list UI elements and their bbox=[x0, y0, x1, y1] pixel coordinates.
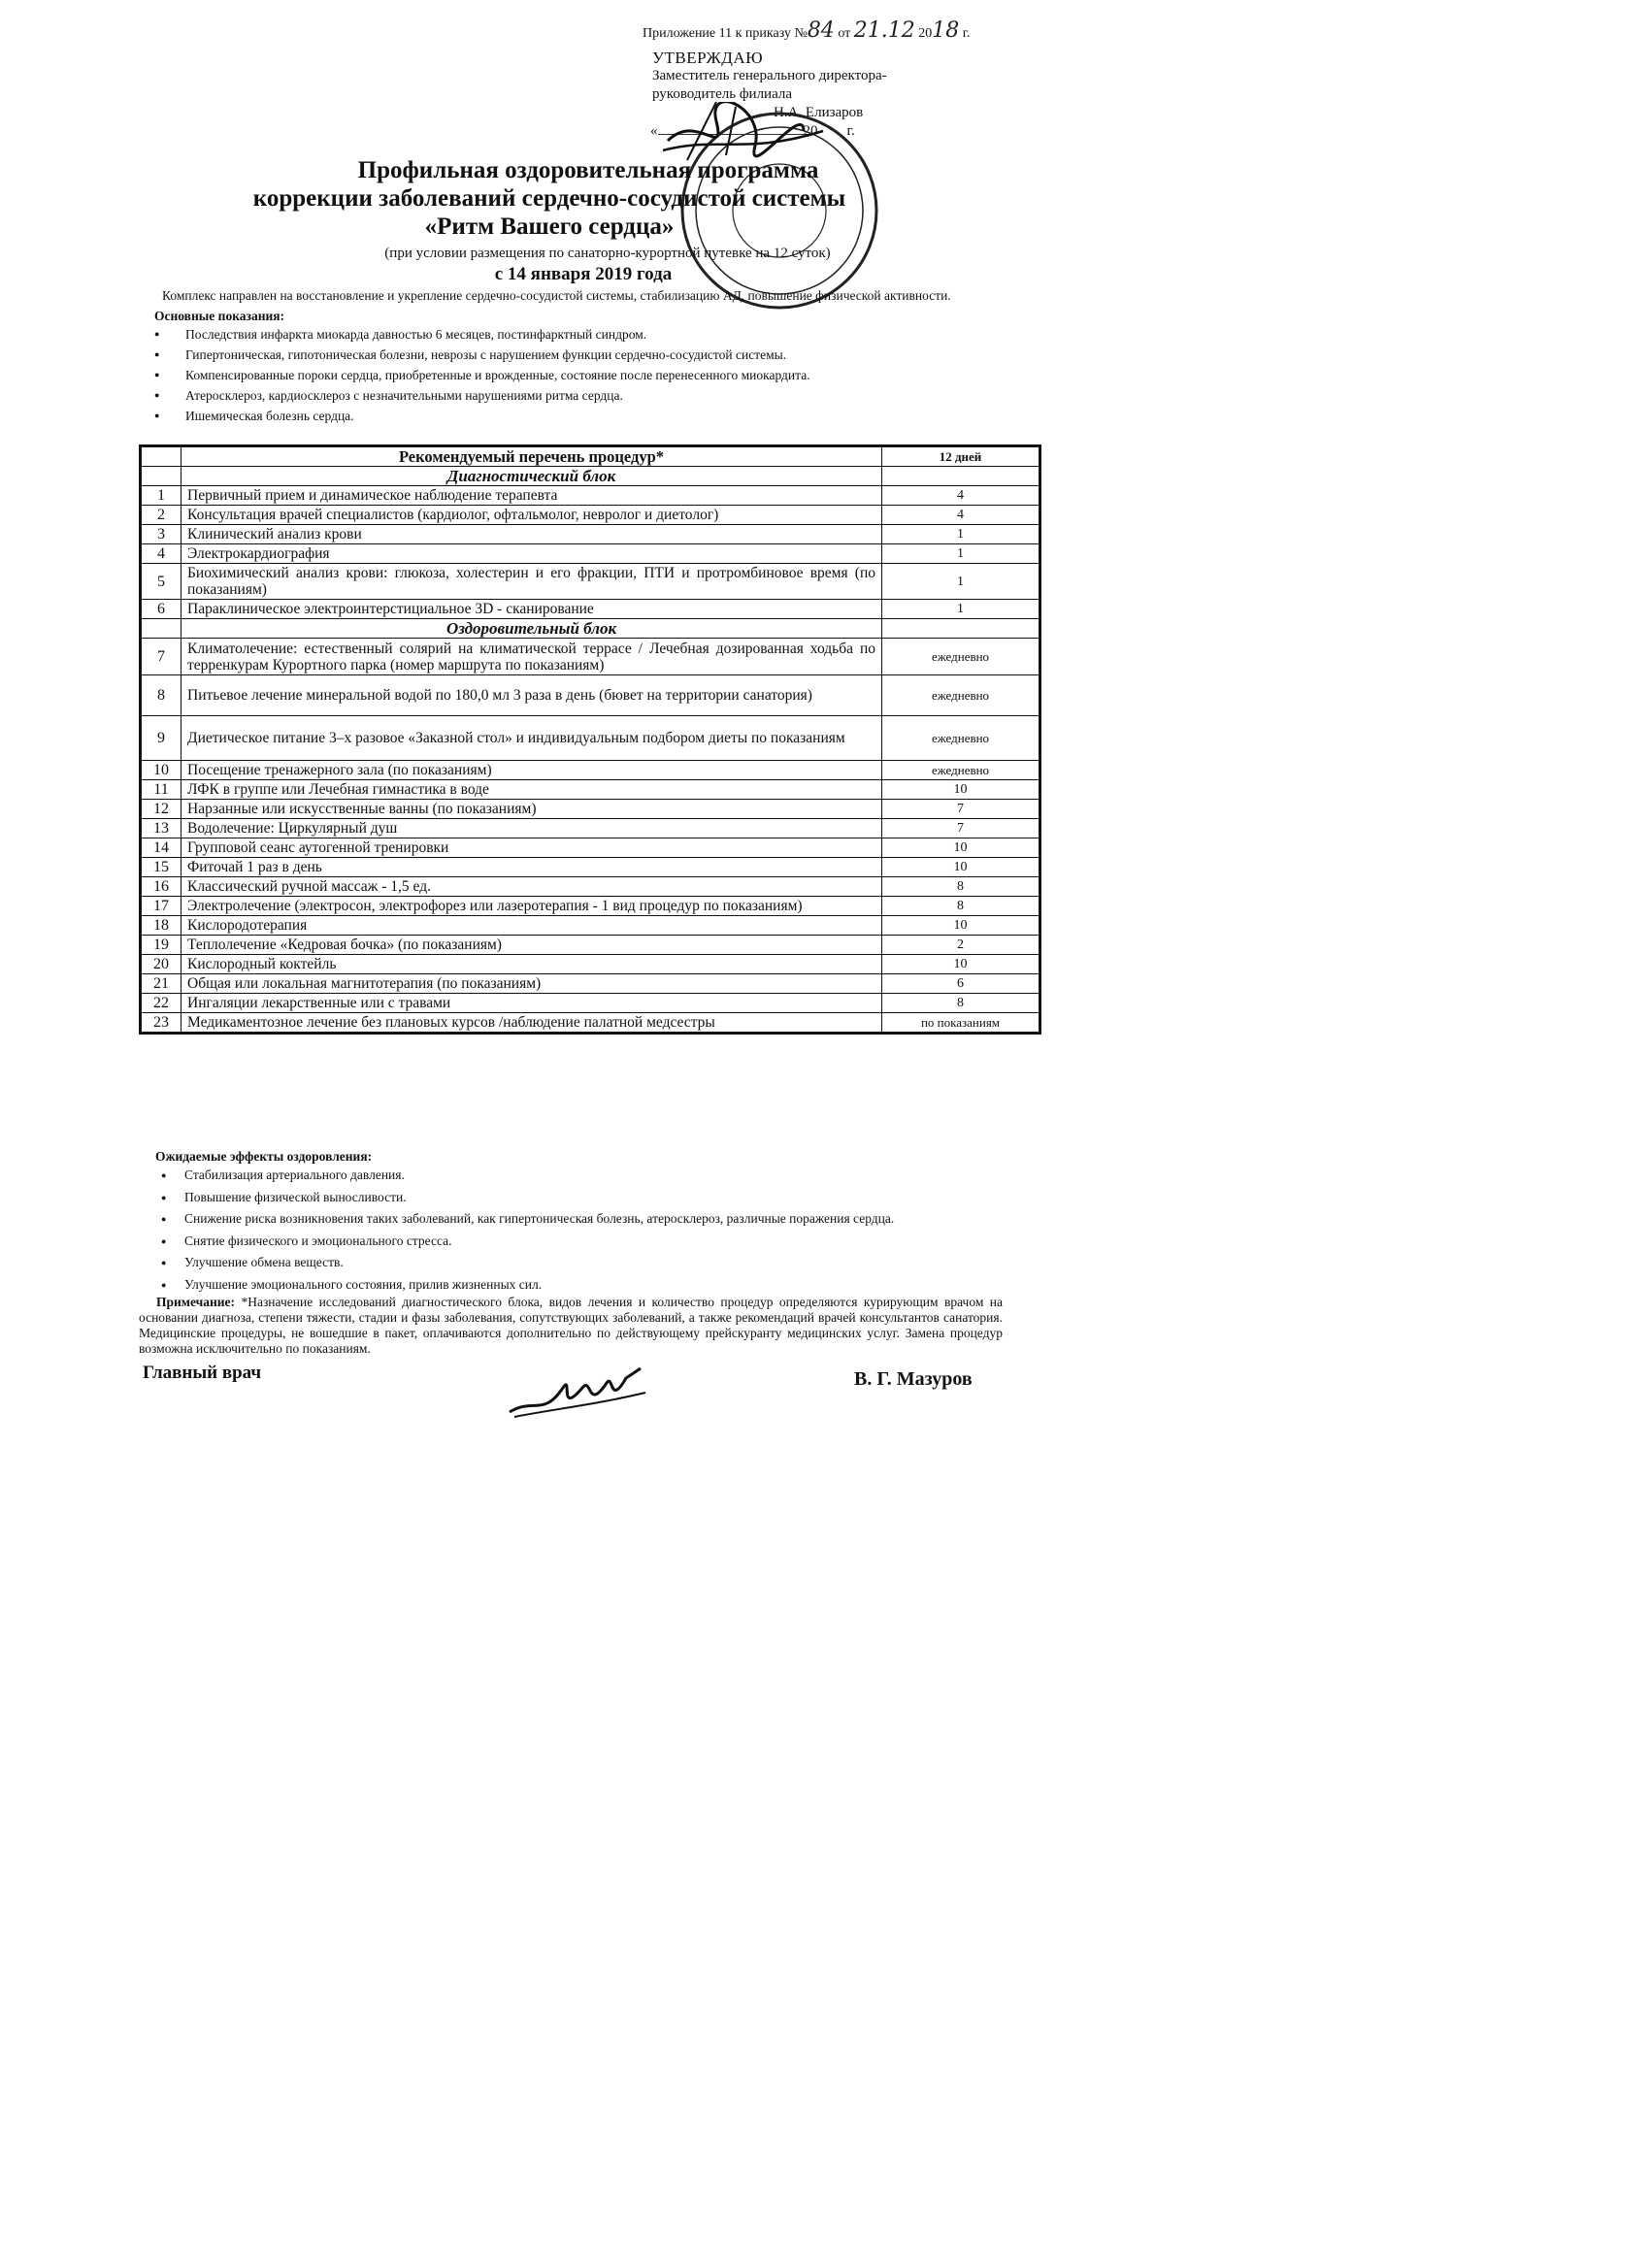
procedure-name: Электролечение (электросон, электрофорез или лазеротерапия - 1 вид процедур по показаниям) bbox=[182, 897, 882, 916]
program-title-line3: «Ритм Вашего сердца» bbox=[424, 214, 675, 240]
procedure-name: Первичный прием и динамическое наблюдение терапевта bbox=[182, 486, 882, 506]
approval-date-suffix: г. bbox=[846, 123, 855, 139]
table-row bbox=[141, 994, 1040, 1013]
table-row bbox=[141, 936, 1040, 955]
chief-doctor-name: В. Г. Мазуров bbox=[854, 1368, 973, 1390]
approval-position-line2: руководитель филиала bbox=[652, 86, 793, 102]
program-title-line2: коррекции заболеваний сердечно-сосудистой системы bbox=[252, 185, 846, 212]
row-number: 20 bbox=[141, 955, 182, 974]
procedure-quantity: 10 bbox=[882, 916, 1040, 936]
procedure-quantity: 7 bbox=[882, 819, 1040, 838]
row-number: 13 bbox=[141, 819, 182, 838]
list-item: ● Компенсированные пороки сердца, приобретенные и врожденные, состояние после перенесенного миокардита. bbox=[129, 365, 1045, 385]
procedure-quantity: 8 bbox=[882, 994, 1040, 1013]
annex-line bbox=[643, 18, 970, 43]
procedure-name: Биохимический анализ крови: глюкоза, холестерин и его фракции, ПТИ и протромбиновое время (по показаниям) bbox=[182, 564, 882, 600]
table-row bbox=[141, 974, 1040, 994]
procedure-name: Классический ручной массаж - 1,5 ед. bbox=[182, 877, 882, 897]
procedure-name: Питьевое лечение минеральной водой по 180,0 мл 3 раза в день (бювет на территории санатория) bbox=[182, 675, 882, 716]
year-suffix: г. bbox=[962, 26, 971, 41]
row-number: 22 bbox=[141, 994, 182, 1013]
table-row bbox=[141, 544, 1040, 564]
procedure-quantity: 8 bbox=[882, 877, 1040, 897]
row-number: 18 bbox=[141, 916, 182, 936]
procedure-quantity: 8 bbox=[882, 897, 1040, 916]
procedure-quantity: 4 bbox=[882, 506, 1040, 525]
procedure-quantity: 10 bbox=[882, 780, 1040, 800]
row-number: 17 bbox=[141, 897, 182, 916]
procedure-name: Посещение тренажерного зала (по показаниям) bbox=[182, 761, 882, 780]
procedure-name: Климатолечение: естественный солярий на климатической террасе / Лечебная дозированная ходьба по терренкурам Курортного парка (номер маршрута по показаниям) bbox=[182, 639, 882, 675]
table-row bbox=[141, 761, 1040, 780]
list-item: ● Снижение риска возникновения таких заболеваний, как гипертоническая болезнь, атеросклероз, различные поражения сердца. bbox=[155, 1208, 1048, 1231]
table-row bbox=[141, 819, 1040, 838]
table-row bbox=[141, 877, 1040, 897]
procedure-quantity: 1 bbox=[882, 600, 1040, 619]
order-number-handwritten: 84 bbox=[807, 18, 835, 43]
list-item: ● Ишемическая болезнь сердца. bbox=[129, 406, 1045, 426]
procedure-quantity: 1 bbox=[882, 525, 1040, 544]
procedure-name: Водолечение: Циркулярный душ bbox=[182, 819, 882, 838]
procedure-name: Параклиническое электроинтерстициальное 3D - сканирование bbox=[182, 600, 882, 619]
table-row bbox=[141, 858, 1040, 877]
procedures-table bbox=[139, 444, 1041, 1035]
procedure-quantity: ежедневно bbox=[882, 716, 1040, 761]
row-number: 11 bbox=[141, 780, 182, 800]
table-row bbox=[141, 525, 1040, 544]
annex-prefix: Приложение 11 к приказу № bbox=[643, 26, 808, 41]
indications-list bbox=[129, 324, 1045, 426]
block-health: Оздоровительный блок bbox=[182, 619, 882, 639]
table-row bbox=[141, 800, 1040, 819]
row-number: 9 bbox=[141, 716, 182, 761]
row-number: 6 bbox=[141, 600, 182, 619]
procedure-quantity: 4 bbox=[882, 486, 1040, 506]
header-procedures: Рекомендуемый перечень процедур* bbox=[182, 446, 882, 467]
health-rows bbox=[141, 639, 1040, 1034]
table-row bbox=[141, 506, 1040, 525]
table-row bbox=[141, 916, 1040, 936]
procedure-quantity: по показаниям bbox=[882, 1013, 1040, 1034]
procedure-name: Кислородотерапия bbox=[182, 916, 882, 936]
row-number: 12 bbox=[141, 800, 182, 819]
table-row bbox=[141, 716, 1040, 761]
procedure-quantity: 2 bbox=[882, 936, 1040, 955]
row-number: 15 bbox=[141, 858, 182, 877]
block-row bbox=[141, 467, 1040, 486]
row-number: 5 bbox=[141, 564, 182, 600]
table-row bbox=[141, 780, 1040, 800]
table-row bbox=[141, 955, 1040, 974]
table-row bbox=[141, 639, 1040, 675]
table-header-row bbox=[141, 446, 1040, 467]
approval-date-year: 20 bbox=[803, 123, 818, 139]
list-item: ● Повышение физической выносливости. bbox=[155, 1187, 1048, 1209]
program-title-line1: Профильная оздоровительная программа bbox=[357, 157, 819, 183]
procedure-quantity: 6 bbox=[882, 974, 1040, 994]
list-item: ● Улучшение обмена веществ. bbox=[155, 1252, 1048, 1274]
list-item: ● Гипертоническая, гипотоническая болезни, неврозы с нарушением функции сердечно-сосудистой системы. bbox=[129, 345, 1045, 365]
table-row bbox=[141, 675, 1040, 716]
procedure-name: Общая или локальная магнитотерапия (по показаниям) bbox=[182, 974, 882, 994]
row-number: 10 bbox=[141, 761, 182, 780]
table-row bbox=[141, 564, 1040, 600]
block-diagnostic: Диагностический блок bbox=[182, 467, 882, 486]
chief-doctor-label: Главный врач bbox=[143, 1363, 262, 1383]
diagnostic-rows bbox=[141, 486, 1040, 619]
approval-date-open: « bbox=[650, 123, 658, 139]
procedure-name: Консультация врачей специалистов (кардиолог, офтальмолог, невролог и диетолог) bbox=[182, 506, 882, 525]
annex-from: от bbox=[838, 26, 851, 41]
handwritten-signature bbox=[505, 1359, 650, 1427]
list-item: ● Снятие физического и эмоционального стресса. bbox=[155, 1231, 1048, 1253]
program-condition: (при условии размещения по санаторно-курортной путевке на 12 суток) bbox=[384, 246, 831, 261]
row-number: 1 bbox=[141, 486, 182, 506]
intro-text bbox=[143, 287, 1045, 426]
year-handwritten: 18 bbox=[932, 18, 960, 43]
procedure-name: Теплолечение «Кедровая бочка» (по показаниям) bbox=[182, 936, 882, 955]
procedure-name: Клинический анализ крови bbox=[182, 525, 882, 544]
approval-title: УТВЕРЖДАЮ bbox=[652, 49, 764, 67]
list-item: ● Стабилизация артериального давления. bbox=[155, 1165, 1048, 1187]
procedure-name: Медикаментозное лечение без плановых курсов /наблюдение палатной медсестры bbox=[182, 1013, 882, 1034]
order-date-handwritten: 21.12 bbox=[853, 18, 915, 43]
table-row bbox=[141, 1013, 1040, 1034]
procedure-quantity: 10 bbox=[882, 858, 1040, 877]
effects-list bbox=[155, 1165, 1048, 1296]
note-paragraph bbox=[139, 1295, 1003, 1357]
row-number: 3 bbox=[141, 525, 182, 544]
procedure-name: Ингаляции лекарственные или с травами bbox=[182, 994, 882, 1013]
approval-signer: Н.А. Елизаров bbox=[774, 105, 864, 120]
procedure-name: Электрокардиография bbox=[182, 544, 882, 564]
row-number: 23 bbox=[141, 1013, 182, 1034]
procedure-name: Нарзанные или искусственные ванны (по показаниям) bbox=[182, 800, 882, 819]
procedure-name: Кислородный коктейль bbox=[182, 955, 882, 974]
intro-paragraph: Комплекс направлен на восстановление и укрепление сердечно-сосудистой системы, стабилизацию АД, повышение физической активности. bbox=[162, 288, 951, 303]
program-start-date: с 14 января 2019 года bbox=[494, 264, 673, 284]
procedure-quantity: 1 bbox=[882, 564, 1040, 600]
row-number: 14 bbox=[141, 838, 182, 858]
procedure-name: Диетическое питание 3–х разовое «Заказной стол» и индивидуальным подбором диеты по показаниям bbox=[182, 716, 882, 761]
table-row bbox=[141, 897, 1040, 916]
table-row bbox=[141, 486, 1040, 506]
list-item: ● Улучшение эмоционального состояния, прилив жизненных сил. bbox=[155, 1274, 1048, 1297]
header-quantity: 12 дней bbox=[882, 446, 1040, 467]
effects-heading: Ожидаемые эффекты оздоровления: bbox=[155, 1149, 373, 1164]
row-number: 7 bbox=[141, 639, 182, 675]
row-number: 21 bbox=[141, 974, 182, 994]
row-number: 16 bbox=[141, 877, 182, 897]
note-text: *Назначение исследований диагностического блока, видов лечения и количество процедур определяются курирующим врачом на основании диагноза, степени тяжести, стадии и фазы заболевания, сопутствующих заболеваний, а также рекомендаций врачей консультантов санатория. Медицинские процедуры, не вошедшие в пакет, оплачиваются дополнительно по действующему прейскуранту медицинских услуг. Замена процедур возможна исключительно по показаниям. bbox=[139, 1295, 1003, 1356]
list-item: ● Последствия инфаркта миокарда давностью 6 месяцев, постинфарктный синдром. bbox=[129, 324, 1045, 345]
procedure-name: Групповой сеанс аутогенной тренировки bbox=[182, 838, 882, 858]
row-number: 4 bbox=[141, 544, 182, 564]
procedure-quantity: 10 bbox=[882, 838, 1040, 858]
row-number: 19 bbox=[141, 936, 182, 955]
year-prefix: 20 bbox=[918, 26, 933, 41]
procedure-quantity: 1 bbox=[882, 544, 1040, 564]
procedure-quantity: ежедневно bbox=[882, 675, 1040, 716]
procedure-quantity: ежедневно bbox=[882, 639, 1040, 675]
list-item: ● Атеросклероз, кардиосклероз с незначительными нарушениями ритма сердца. bbox=[129, 385, 1045, 406]
indications-heading: Основные показания: bbox=[154, 309, 285, 323]
approval-position-line1: Заместитель генерального директора- bbox=[652, 68, 887, 83]
effects-section bbox=[155, 1149, 1048, 1296]
note-label: Примечание: bbox=[156, 1295, 236, 1309]
table-row bbox=[141, 600, 1040, 619]
procedure-name: Фиточай 1 раз в день bbox=[182, 858, 882, 877]
row-number: 2 bbox=[141, 506, 182, 525]
procedure-name: ЛФК в группе или Лечебная гимнастика в воде bbox=[182, 780, 882, 800]
table-row bbox=[141, 838, 1040, 858]
procedure-quantity: ежедневно bbox=[882, 761, 1040, 780]
block-row bbox=[141, 619, 1040, 639]
procedure-quantity: 7 bbox=[882, 800, 1040, 819]
procedure-quantity: 10 bbox=[882, 955, 1040, 974]
row-number: 8 bbox=[141, 675, 182, 716]
